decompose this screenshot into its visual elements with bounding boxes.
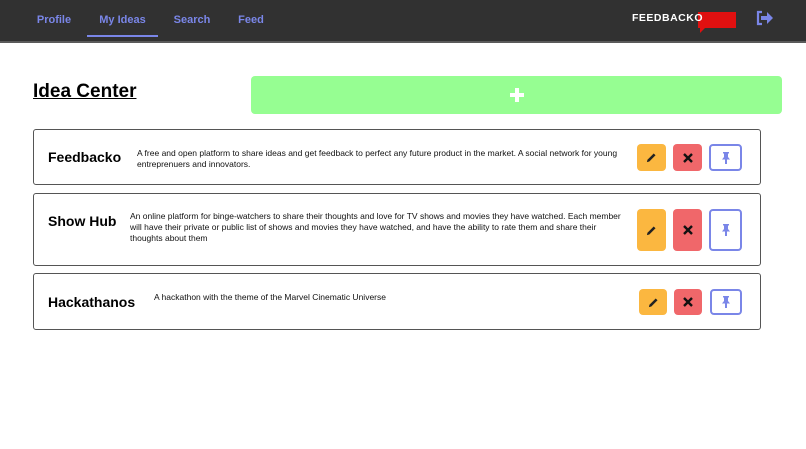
logout-icon[interactable] [756, 10, 774, 26]
tab-search[interactable]: Search [173, 14, 211, 26]
brand-logo[interactable]: FEEDBACKO [632, 12, 704, 24]
idea-name: Show Hub [48, 213, 117, 229]
pin-icon [721, 224, 731, 236]
edit-button[interactable] [637, 209, 666, 251]
pencil-icon [646, 225, 657, 236]
tab-my-ideas[interactable]: My Ideas [87, 0, 158, 37]
idea-card-show-hub [33, 193, 761, 266]
pin-icon [721, 152, 731, 164]
top-navbar [0, 0, 806, 43]
tab-profile[interactable]: Profile [36, 14, 72, 26]
edit-button[interactable] [639, 289, 667, 315]
pin-icon [721, 296, 731, 308]
idea-card-feedbacko [33, 129, 761, 185]
close-icon [683, 297, 693, 307]
add-idea-button[interactable] [251, 76, 782, 114]
idea-card-hackathanos [33, 273, 761, 330]
delete-button[interactable] [673, 209, 702, 251]
close-icon [683, 153, 693, 163]
delete-button[interactable] [674, 289, 702, 315]
pin-button[interactable] [710, 289, 742, 315]
idea-description: A free and open platform to share ideas and get feedback to perfect any future product in the market. A social network for young entreprenuers and innovators. [137, 148, 618, 169]
close-icon [683, 225, 693, 235]
page-title: Idea Center [33, 81, 137, 102]
tab-feed[interactable]: Feed [238, 14, 264, 26]
plus-icon [510, 88, 524, 102]
delete-button[interactable] [673, 144, 702, 171]
edit-button[interactable] [637, 144, 666, 171]
idea-name: Hackathanos [48, 294, 136, 310]
pencil-icon [646, 152, 657, 163]
idea-description: A hackathon with the theme of the Marvel Cinematic Universe [154, 292, 386, 302]
idea-name: Feedbacko [48, 149, 122, 165]
pin-button[interactable] [709, 209, 742, 251]
brand-flag-icon [698, 12, 736, 28]
pin-button[interactable] [709, 144, 742, 171]
idea-description: An online platform for binge-watchers to share their thoughts and love for TV shows and movies they have watched. Each member will have their private or public list of shows and movies they have watched, and have the ability to rate them and share their thoughts about them [130, 211, 621, 243]
pencil-icon [648, 297, 659, 308]
